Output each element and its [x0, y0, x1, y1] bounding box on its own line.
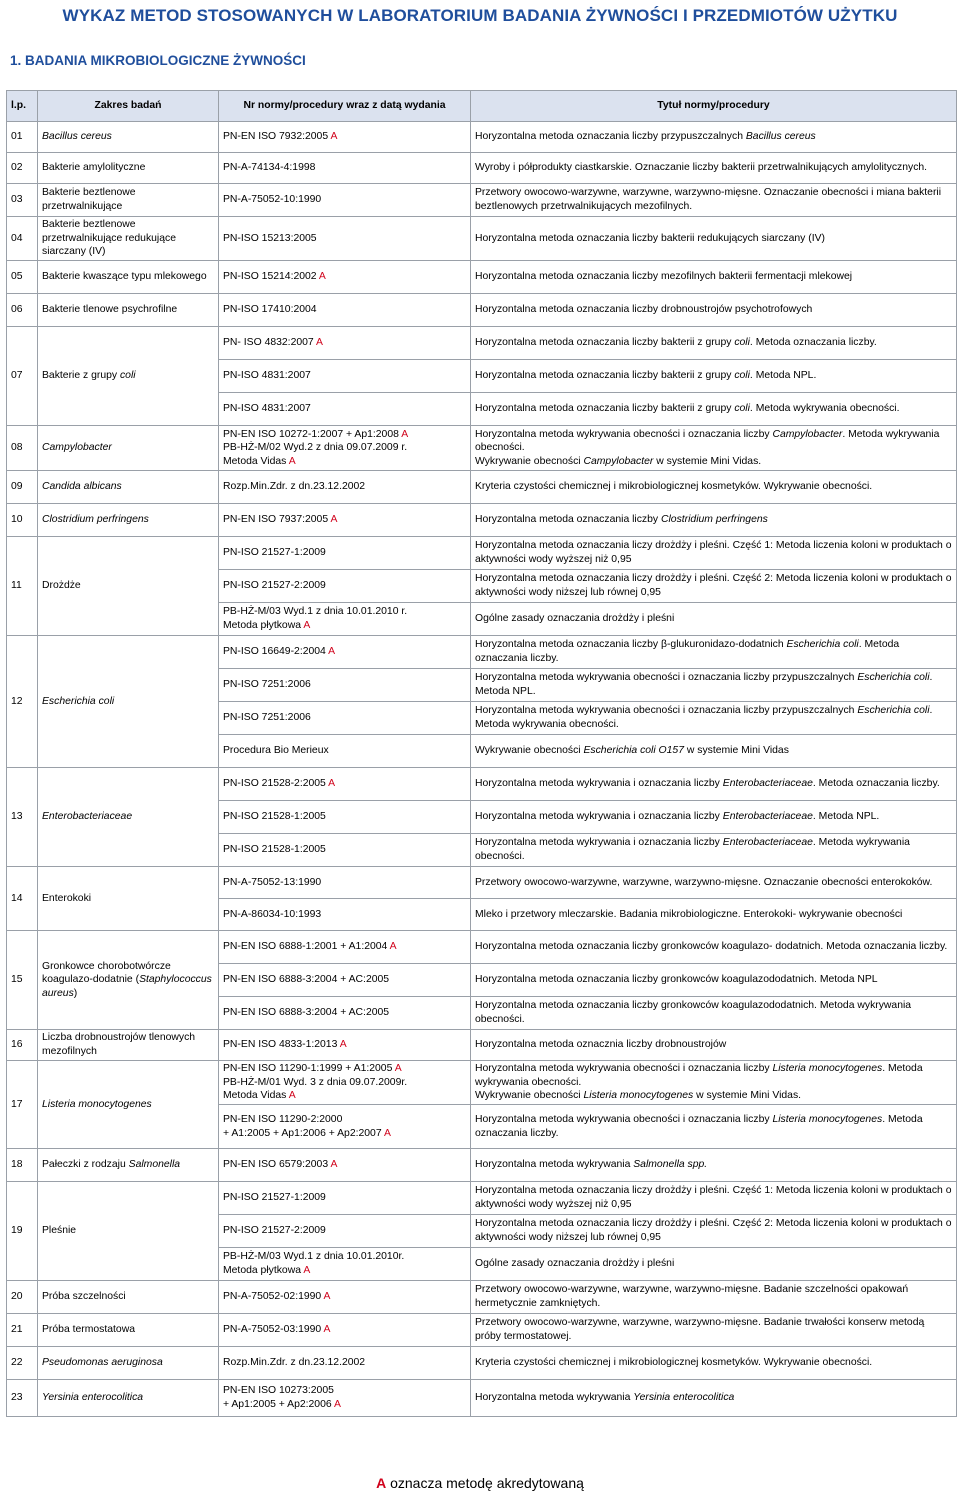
method-title: Kryteria czystości chemicznej i mikrobiologicznej kosmetyków. Wykrywanie obecności. [475, 1357, 873, 1369]
standard-number: PN-ISO 21527-1:2009 [223, 547, 326, 559]
method-title: Horyzontalna metoda wykrywania obecności i oznaczania liczby Listeria monocytogenes. Metoda wykrywania obecności. [475, 1063, 923, 1088]
title-cell [471, 471, 957, 504]
standard-number: PN-A-74134-4:1998 [223, 162, 316, 174]
title-cell [471, 1380, 957, 1417]
method-title: Horyzontalna metoda oznaczania liczby Clostridium perfringens [475, 514, 768, 526]
standard-cell [219, 1248, 471, 1281]
title-cell [471, 1149, 957, 1182]
standard-number: PN- ISO 4832:2007 [223, 337, 314, 349]
method-title: Horyzontalna metoda wykrywania i oznaczania liczby Enterobacteriaceae. Metoda wykrywania obecności. [475, 837, 910, 862]
standard-number: PN-ISO 15214:2002 [223, 271, 317, 283]
method-title: Horyzontalna metoda oznaczania liczy drożdży i pleśni. Część 1: Metoda liczenia koloni w produktach o aktywności wody wyższej niż 0,95 [475, 1185, 952, 1210]
title-cell [471, 899, 957, 931]
method-title: Horyzontalna metoda wykrywania Salmonella spp. [475, 1159, 708, 1171]
row-number: 23 [7, 1380, 38, 1417]
method-title: Ogólne zasady oznaczania drożdży i pleśni [475, 1258, 675, 1270]
method-title: Horyzontalna metoda oznaczania liczby gronkowców koagulazododatnich. Metoda NPL [475, 974, 878, 986]
method-title: Horyzontalna metoda wykrywania obecności i oznaczania liczby przypuszczalnych Escherichia coli. Metoda NPL. [475, 672, 933, 697]
scope-cell: Gronkowce chorobotwórcze koagulazo-dodatnie (Staphylococcus aureus) [38, 931, 219, 1030]
scope-cell: Bakterie beztlenowe przetrwalnikujące redukujące siarczany (IV) [38, 217, 219, 261]
table-row [7, 768, 957, 801]
table-row [7, 153, 957, 184]
row-number: 15 [7, 931, 38, 1030]
row-number: 04 [7, 217, 38, 261]
accredited-mark: A [401, 428, 409, 440]
scope-cell: Escherichia coli [38, 636, 219, 768]
title-cell [471, 426, 957, 471]
standard-number: PN-ISO 21528-1:2005 [223, 811, 326, 823]
standard-number: Metoda płytkowa [223, 1265, 301, 1276]
standard-number: PN-EN ISO 11290-2:2000 [223, 1113, 343, 1125]
scope-cell: Pałeczki z rodzaju Salmonella [38, 1149, 219, 1182]
table-row [7, 1182, 957, 1215]
table-header-row [7, 91, 957, 122]
standard-cell [219, 504, 471, 537]
method-title: Horyzontalna metoda wykrywania obecności i oznaczania liczby przypuszczalnych Escherichia coli. Metoda wykrywania obecności. [475, 705, 933, 730]
method-title: Horyzontalna metoda wykrywania Yersinia enterocolitica [475, 1392, 735, 1404]
standard-cell [219, 153, 471, 184]
scope-cell: Bacillus cereus [38, 122, 219, 153]
row-number: 08 [7, 426, 38, 471]
standard-number: PN-ISO 21527-2:2009 [223, 580, 326, 592]
header-scope: Zakres badań [38, 91, 219, 122]
scope-cell: Bakterie kwaszące typu mlekowego [38, 261, 219, 294]
standard-cell [219, 217, 471, 261]
title-cell [471, 603, 957, 636]
table-row [7, 1030, 957, 1061]
table-row [7, 1347, 957, 1380]
row-number: 21 [7, 1314, 38, 1347]
standard-number: PN-ISO 7251:2006 [223, 679, 311, 691]
row-number: 05 [7, 261, 38, 294]
table-row [7, 537, 957, 570]
title-cell [471, 735, 957, 768]
standard-cell [219, 603, 471, 636]
standard-cell [219, 1215, 471, 1248]
method-title: Ogólne zasady oznaczania drożdży i pleśni [475, 613, 675, 625]
method-title: Mleko i przetwory mleczarskie. Badania mikrobiologiczne. Enterokoki- wykrywanie obecności [475, 908, 903, 920]
page-title: WYKAZ METOD STOSOWANYCH W LABORATORIUM BADANIA ŻYWNOŚCI I PRZEDMIOTÓW UŻYTKU [62, 6, 898, 25]
accredited-mark: A [288, 1090, 296, 1102]
scope-cell: Listeria monocytogenes [38, 1061, 219, 1149]
standard-cell [219, 997, 471, 1030]
standard-cell [219, 1281, 471, 1314]
title-cell [471, 294, 957, 327]
standard-number: PN-EN ISO 10272-1:2007 + Ap1:2008 [223, 428, 399, 440]
method-title: Wykrywanie obecności Listeria monocytogenes w systemie Mini Vidas. [475, 1090, 802, 1102]
standard-number: PB-HŻ-M/01 Wyd. 3 z dnia 09.07.2009r. [223, 1076, 408, 1088]
title-cell [471, 636, 957, 669]
title-cell [471, 1215, 957, 1248]
accredited-mark: A [323, 1324, 331, 1336]
method-title: Horyzontalna metoda oznaczania liczby bakterii z grupy coli. Metoda oznaczania liczby. [475, 337, 877, 349]
method-title: Horyzontalna metoda oznaczania liczby gronkowców koagulazo- dodatnich. Metoda oznaczania liczby. [475, 941, 948, 953]
title-cell [471, 537, 957, 570]
scope-cell: Próba termostatowa [38, 1314, 219, 1347]
standard-number: PN-ISO 21528-1:2005 [223, 844, 326, 856]
table-row [7, 504, 957, 537]
standard-cell [219, 570, 471, 603]
method-title: Horyzontalna metoda oznaczania liczby przypuszczalnych Bacillus cereus [475, 131, 816, 143]
row-number: 14 [7, 867, 38, 931]
title-cell [471, 184, 957, 217]
standard-number: PB-HŻ-M/03 Wyd.1 z dnia 10.01.2010r. [223, 1251, 405, 1263]
standard-cell [219, 1061, 471, 1105]
title-cell [471, 1030, 957, 1061]
method-title: Przetwory owocowo-warzywne, warzywne, warzywno-mięsne. Oznaczanie obecności enterokoków. [475, 876, 933, 888]
row-number: 17 [7, 1061, 38, 1149]
standard-cell [219, 1347, 471, 1380]
standard-cell [219, 184, 471, 217]
scope-cell: Campylobacter [38, 426, 219, 471]
standard-number: PN-EN ISO 6579:2003 [223, 1159, 329, 1171]
standard-cell [219, 393, 471, 426]
row-number: 03 [7, 184, 38, 217]
table-row [7, 1281, 957, 1314]
standard-cell [219, 834, 471, 867]
table-row [7, 1380, 957, 1417]
scope-cell: Enterobacteriaceae [38, 768, 219, 867]
standard-cell [219, 636, 471, 669]
standard-number: PN-EN ISO 4833-1:2013 [223, 1039, 338, 1051]
title-cell [471, 1314, 957, 1347]
standard-number: Metoda Vidas [223, 1090, 287, 1102]
scope-cell: Candida albicans [38, 471, 219, 504]
row-number: 01 [7, 122, 38, 153]
title-cell [471, 1061, 957, 1105]
standard-number: PN-A-75052-03:1990 [223, 1324, 322, 1336]
standard-cell [219, 537, 471, 570]
table-row [7, 471, 957, 504]
title-cell [471, 768, 957, 801]
standard-cell [219, 360, 471, 393]
table-row [7, 426, 957, 471]
title-cell [471, 834, 957, 867]
title-cell [471, 702, 957, 735]
standard-cell [219, 327, 471, 360]
standard-number: PB-HŻ-M/02 Wyd.2 z dnia 09.07.2009 r. [223, 442, 408, 454]
standard-number: PN-A-86034-10:1993 [223, 908, 322, 920]
standard-number: Procedura Bio Merieux [223, 745, 329, 757]
standard-cell [219, 1314, 471, 1347]
standard-number: PN-ISO 21528-2:2005 [223, 778, 326, 790]
standard-cell [219, 899, 471, 931]
title-cell [471, 153, 957, 184]
title-cell [471, 261, 957, 294]
method-title: Horyzontalna metoda oznaczania liczby drobnoustrojów psychotrofowych [475, 304, 813, 316]
standard-number: + A1:2005 + Ap1:2006 + Ap2:2007 [223, 1127, 382, 1139]
title-cell [471, 360, 957, 393]
scope-cell: Enterokoki [38, 867, 219, 931]
title-cell [471, 1105, 957, 1149]
standard-number: PN-EN ISO 11290-1:1999 + A1:2005 [223, 1063, 393, 1075]
row-number: 16 [7, 1030, 38, 1061]
standard-cell [219, 122, 471, 153]
scope-cell: Bakterie beztlenowe przetrwalnikujące [38, 184, 219, 217]
scope-cell: Clostridium perfringens [38, 504, 219, 537]
accredited-mark: A [394, 1063, 402, 1075]
method-title: Horyzontalna metoda wykrywania i oznaczania liczby Enterobacteriaceae. Metoda oznaczania liczby. [475, 778, 940, 790]
method-title: Horyzontalna metoda oznaczania liczy drożdży i pleśni. Część 1: Metoda liczenia koloni w produktach o aktywności wody wyższej niż 0,95 [475, 540, 952, 565]
methods-table [6, 90, 957, 1417]
header-title: Tytuł normy/procedury [471, 91, 957, 122]
row-number: 06 [7, 294, 38, 327]
scope-cell: Bakterie z grupy coli [38, 327, 219, 426]
title-cell [471, 327, 957, 360]
standard-cell [219, 1030, 471, 1061]
title-cell [471, 570, 957, 603]
table-row [7, 1061, 957, 1105]
title-cell [471, 997, 957, 1030]
scope-cell: Pseudomonas aeruginosa [38, 1347, 219, 1380]
row-number: 02 [7, 153, 38, 184]
method-title: Horyzontalna metoda wykrywania obecności i oznaczania liczby Campylobacter. Metoda wykrywania obecności. [475, 428, 940, 454]
standard-cell [219, 294, 471, 327]
table-row [7, 261, 957, 294]
method-title: Przetwory owocowo-warzywne, warzywne, warzywno-mięsne. Badanie szczelności opakowań hermetycznie zamkniętych. [475, 1284, 909, 1309]
accredited-mark: A [339, 1039, 347, 1051]
method-title: Horyzontalna metoda wykrywania obecności i oznaczania liczby Listeria monocytogenes. Metoda oznaczania liczby. [475, 1113, 923, 1139]
title-cell [471, 1281, 957, 1314]
title-cell [471, 669, 957, 702]
table-row [7, 327, 957, 360]
standard-number: PN-EN ISO 6888-3:2004 + AC:2005 [223, 1007, 390, 1019]
standard-number: PN-EN ISO 6888-1:2001 + A1:2004 [223, 941, 388, 953]
row-number: 10 [7, 504, 38, 537]
table-row [7, 867, 957, 899]
row-number: 13 [7, 768, 38, 867]
accredited-mark: A [318, 271, 326, 283]
accredited-mark: A [389, 941, 397, 953]
standard-cell [219, 702, 471, 735]
row-number: 09 [7, 471, 38, 504]
scope-cell: Bakterie amylolityczne [38, 153, 219, 184]
header-standard: Nr normy/procedury wraz z datą wydania [219, 91, 471, 122]
standard-number: PN-A-75052-10:1990 [223, 194, 322, 206]
table-row [7, 294, 957, 327]
accredited-mark: A [376, 1475, 387, 1491]
table-row [7, 1314, 957, 1347]
standard-number: PN-ISO 4831:2007 [223, 403, 311, 415]
table-row [7, 184, 957, 217]
table-row [7, 1149, 957, 1182]
standard-cell [219, 1105, 471, 1149]
standard-number: Metoda płytkowa [223, 620, 301, 631]
method-title: Kryteria czystości chemicznej i mikrobiologicznej kosmetyków. Wykrywanie obecności. [475, 481, 873, 493]
method-title: Horyzontalna metoda oznaczania liczy drożdży i pleśni. Część 2: Metoda liczenia koloni w produktach o aktywności wody niższej lub równej 0,95 [475, 573, 952, 598]
title-cell [471, 801, 957, 834]
standard-cell [219, 261, 471, 294]
accredited-mark: A [323, 1291, 331, 1303]
table-row [7, 122, 957, 153]
scope-cell: Liczba drobnoustrojów tlenowych mezofilnych [38, 1030, 219, 1061]
table-row [7, 636, 957, 669]
method-title: Horyzontalna metoda oznaczania liczby bakterii redukujących siarczany (IV) [475, 232, 825, 244]
accredited-mark: A [330, 1159, 338, 1171]
row-number: 18 [7, 1149, 38, 1182]
standard-number: PN-EN ISO 7937:2005 [223, 514, 329, 526]
method-title: Horyzontalna metoda oznaczania liczby bakterii z grupy coli. Metoda NPL. [475, 370, 817, 382]
standard-number: PN-A-75052-13:1990 [223, 876, 322, 888]
title-cell [471, 964, 957, 997]
standard-cell [219, 931, 471, 964]
method-title: Horyzontalna metoda oznaczania liczby mezofilnych bakterii fermentacji mlekowej [475, 271, 853, 283]
footnote-text: oznacza metodę akredytowaną [390, 1475, 584, 1491]
standard-number: PN-ISO 16649-2:2004 [223, 646, 326, 658]
method-title: Horyzontalna metoda oznaczania liczby β-glukuronidazo-dodatnich Escherichia coli. Metoda oznaczania liczby. [475, 639, 900, 664]
title-cell [471, 122, 957, 153]
standard-cell [219, 867, 471, 899]
title-cell [471, 1347, 957, 1380]
standard-cell [219, 1182, 471, 1215]
standard-number: + Ap1:2005 + Ap2:2006 [223, 1399, 332, 1410]
title-cell [471, 867, 957, 899]
method-title: Przetwory owocowo-warzywne, warzywne, warzywno-mięsne. Oznaczanie obecności i miana bakterii beztlenowych przetrwalnikujących mezofilnych. [475, 187, 942, 212]
standard-number: PN-ISO 21527-1:2009 [223, 1192, 326, 1204]
standard-number: PN-ISO 21527-2:2009 [223, 1225, 326, 1237]
table-row [7, 217, 957, 261]
method-title: Wykrywanie obecności Escherichia coli O157 w systemie Mini Vidas [475, 745, 789, 757]
standard-cell [219, 735, 471, 768]
title-cell [471, 1182, 957, 1215]
scope-cell: Pleśnie [38, 1182, 219, 1281]
standard-cell [219, 964, 471, 997]
standard-cell [219, 768, 471, 801]
standard-number: PB-HŻ-M/03 Wyd.1 z dnia 10.01.2010 r. [223, 606, 408, 618]
accredited-mark: A [333, 1399, 341, 1410]
standard-number: PN-ISO 17410:2004 [223, 304, 317, 316]
standard-number: PN-ISO 4831:2007 [223, 370, 311, 382]
accredited-mark: A [316, 337, 323, 349]
row-number: 19 [7, 1182, 38, 1281]
method-title: Horyzontalna metoda oznaczania liczby gronkowców koagulazododatnich. Metoda wykrywania obecności. [475, 1000, 912, 1025]
accredited-mark: A [328, 646, 336, 658]
row-number: 11 [7, 537, 38, 636]
footnote [0, 1475, 960, 1491]
title-cell [471, 504, 957, 537]
standard-number: PN-ISO 7251:2006 [223, 712, 311, 724]
method-title: Wyroby i półprodukty ciastkarskie. Oznaczanie liczby bakterii przetrwalnikujących amylolitycznych. [475, 162, 928, 174]
title-cell [471, 393, 957, 426]
method-title: Horyzontalna metoda wykrywania i oznaczania liczby Enterobacteriaceae. Metoda NPL. [475, 811, 880, 823]
standard-cell [219, 471, 471, 504]
method-title: Horyzontalna metoda oznaczania liczy drożdży i pleśni. Część 2: Metoda liczenia koloni w produktach o aktywności wody niższej lub równej 0,95 [475, 1218, 952, 1243]
method-title: Przetwory owocowo-warzywne, warzywne, warzywno-mięsne. Badanie trwałości konserw metodą próby termostatowej. [475, 1317, 925, 1342]
accredited-mark: A [383, 1127, 391, 1139]
accredited-mark: A [288, 455, 296, 467]
method-title: Wykrywanie obecności Campylobacter w systemie Mini Vidas. [475, 455, 762, 467]
standard-number: PN-EN ISO 7932:2005 [223, 131, 329, 143]
accredited-mark: A [328, 778, 336, 790]
title-cell [471, 1248, 957, 1281]
scope-cell: Yersinia enterocolitica [38, 1380, 219, 1417]
accredited-mark: A [330, 131, 338, 143]
title-cell [471, 931, 957, 964]
standard-cell [219, 1149, 471, 1182]
standard-number: Metoda Vidas [223, 455, 287, 467]
standard-number: PN-EN ISO 6888-3:2004 + AC:2005 [223, 974, 390, 986]
section-title: 1. BADANIA MIKROBIOLOGICZNE ŻYWNOŚCI [10, 53, 306, 68]
method-title: Horyzontalna metoda oznaczania liczby bakterii z grupy coli. Metoda wykrywania obecności. [475, 403, 900, 415]
row-number: 22 [7, 1347, 38, 1380]
standard-number: Rozp.Min.Zdr. z dn.23.12.2002 [223, 1357, 366, 1369]
accredited-mark: A [303, 620, 311, 631]
scope-cell: Drożdże [38, 537, 219, 636]
header-lp: l.p. [7, 91, 38, 122]
title-cell [471, 217, 957, 261]
accredited-mark: A [330, 514, 338, 526]
standard-cell [219, 801, 471, 834]
standard-number: PN-A-75052-02:1990 [223, 1291, 322, 1303]
accredited-mark: A [303, 1265, 311, 1276]
method-title: Horyzontalna metoda oznacznia liczby drobnoustrojów [475, 1039, 727, 1051]
row-number: 07 [7, 327, 38, 426]
row-number: 20 [7, 1281, 38, 1314]
table-row [7, 931, 957, 964]
standard-number: PN-EN ISO 10273:2005 [223, 1385, 334, 1397]
standard-cell [219, 1380, 471, 1417]
scope-cell: Bakterie tlenowe psychrofilne [38, 294, 219, 327]
standard-cell [219, 426, 471, 471]
row-number: 12 [7, 636, 38, 768]
standard-number: PN-ISO 15213:2005 [223, 232, 317, 244]
standard-cell [219, 669, 471, 702]
standard-number: Rozp.Min.Zdr. z dn.23.12.2002 [223, 481, 366, 493]
scope-cell: Próba szczelności [38, 1281, 219, 1314]
